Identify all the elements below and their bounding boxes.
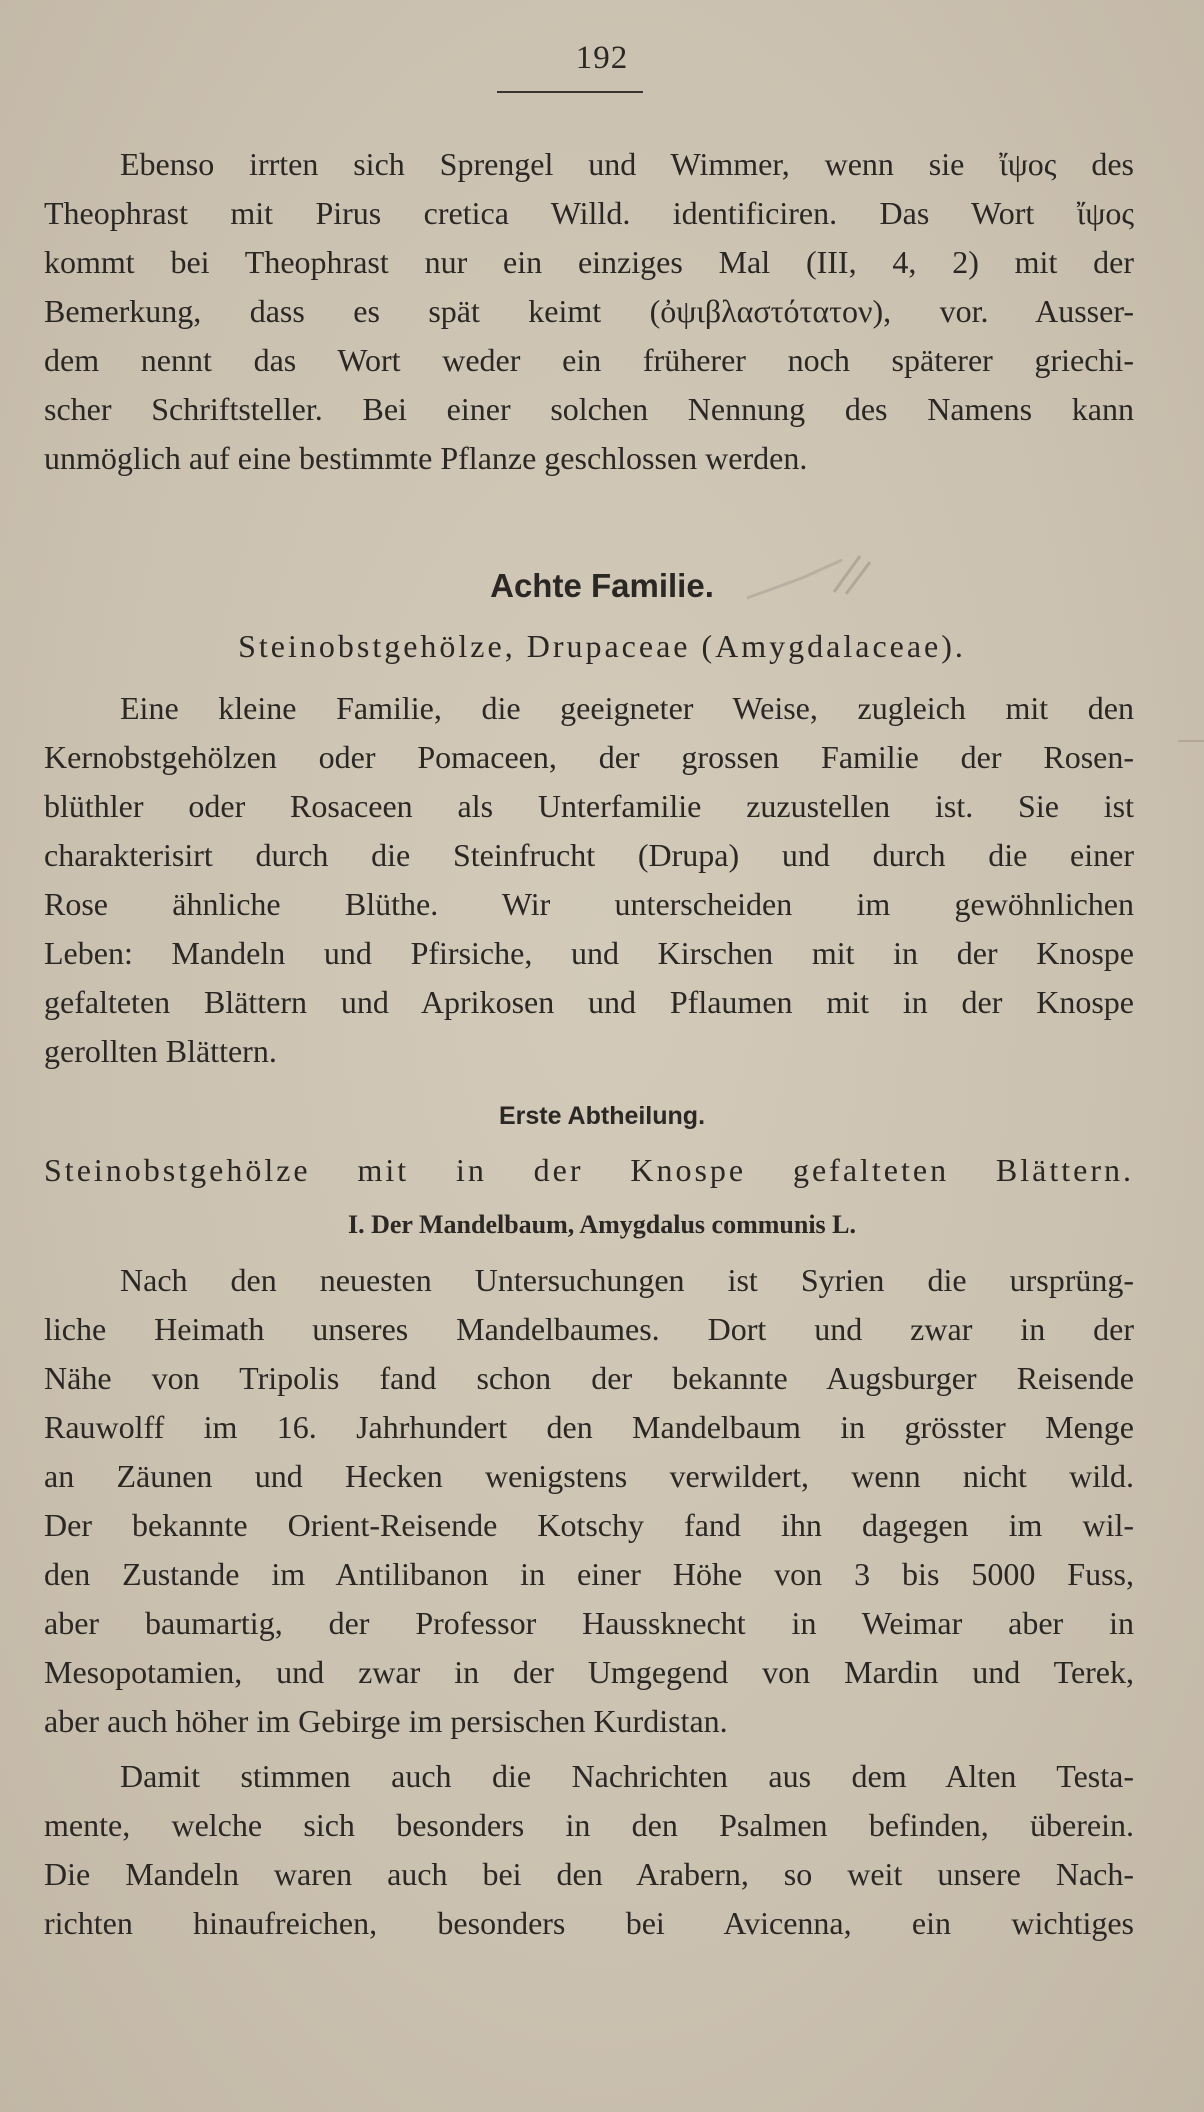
text-line: Leben: Mandeln und Pfirsiche, und Kirschen mit in der Knospe	[44, 935, 1134, 971]
paragraph-2	[44, 684, 1134, 1076]
text-line: Eine kleine Familie, die geeigneter Weise, zugleich mit den	[120, 690, 1134, 726]
text-line: Mesopotamien, und zwar in der Umgegend von Mardin und Terek,	[44, 1654, 1134, 1690]
page-edge-mark	[1178, 740, 1204, 742]
text-line: liche Heimath unseres Mandelbaumes. Dort und zwar in der	[44, 1311, 1134, 1347]
family-subheading: Steinobstgehölze, Drupaceae (Amygdalaceae).	[238, 628, 966, 664]
division-subheading: Steinobstgehölze mit in der Knospe gefalteten Blättern.	[44, 1152, 1134, 1188]
text-line: gefalteten Blättern und Aprikosen und Pflaumen mit in der Knospe	[44, 984, 1134, 1020]
text-line: blüthler oder Rosaceen als Unterfamilie zuzustellen ist. Sie ist	[44, 788, 1134, 824]
text-line: Bemerkung, dass es spät keimt (ὀψιβλαστότατον), vor. Ausser-	[44, 293, 1134, 329]
page-number: 192	[575, 40, 629, 76]
text-line: Kernobstgehölzen oder Pomaceen, der grossen Familie der Rosen-	[44, 739, 1134, 775]
text-line: Nach den neuesten Untersuchungen ist Syrien die ursprüng-	[120, 1262, 1134, 1298]
text-line: aber baumartig, der Professor Haussknecht in Weimar aber in	[44, 1605, 1134, 1641]
text-line: den Zustande im Antilibanon in einer Höhe von 3 bis 5000 Fuss,	[44, 1556, 1134, 1592]
text-line: aber auch höher im Gebirge im persischen Kurdistan.	[44, 1703, 728, 1739]
text-line: Rauwolff im 16. Jahrhundert den Mandelbaum in grösster Menge	[44, 1409, 1134, 1445]
paragraph-3	[44, 1256, 1134, 1746]
text-line: mente, welche sich besonders in den Psalmen befinden, überein.	[44, 1807, 1134, 1843]
text-line: Der bekannte Orient-Reisende Kotschy fand ihn dagegen im wil-	[44, 1507, 1134, 1543]
text-line: Rose ähnliche Blüthe. Wir unterscheiden im gewöhnlichen	[44, 886, 1134, 922]
text-line: Damit stimmen auch die Nachrichten aus dem Alten Testa-	[120, 1758, 1134, 1794]
paragraph-1	[44, 140, 1134, 483]
pencil-mark-icon	[742, 548, 892, 608]
text-line: unmöglich auf eine bestimmte Pflanze geschlossen werden.	[44, 440, 808, 476]
page-number-rule	[497, 91, 643, 93]
text-line: kommt bei Theophrast nur ein einziges Mal (III, 4, 2) mit der	[44, 244, 1134, 280]
text-line: Nähe von Tripolis fand schon der bekannte Augsburger Reisende	[44, 1360, 1134, 1396]
paragraph-4	[44, 1752, 1134, 1948]
species-heading: I. Der Mandelbaum, Amygdalus communis L.	[347, 1210, 857, 1239]
text-line: gerollten Blättern.	[44, 1033, 277, 1069]
division-heading: Erste Abtheilung.	[498, 1102, 706, 1130]
text-line: Ebenso irrten sich Sprengel und Wimmer, wenn sie ἴψος des	[120, 146, 1134, 182]
text-line: Theophrast mit Pirus cretica Willd. identificiren. Das Wort ἴψος	[44, 195, 1134, 231]
text-line: Die Mandeln waren auch bei den Arabern, so weit unsere Nach-	[44, 1856, 1134, 1892]
text-line: scher Schriftsteller. Bei einer solchen Nennung des Namens kann	[44, 391, 1134, 427]
text-line: dem nennt das Wort weder ein früherer noch späterer griechi-	[44, 342, 1134, 378]
text-line: an Zäunen und Hecken wenigstens verwildert, wenn nicht wild.	[44, 1458, 1134, 1494]
family-heading: Achte Familie.	[490, 567, 714, 604]
text-line: richten hinaufreichen, besonders bei Avicenna, ein wichtiges	[44, 1905, 1134, 1941]
text-line: charakterisirt durch die Steinfrucht (Drupa) und durch die einer	[44, 837, 1134, 873]
